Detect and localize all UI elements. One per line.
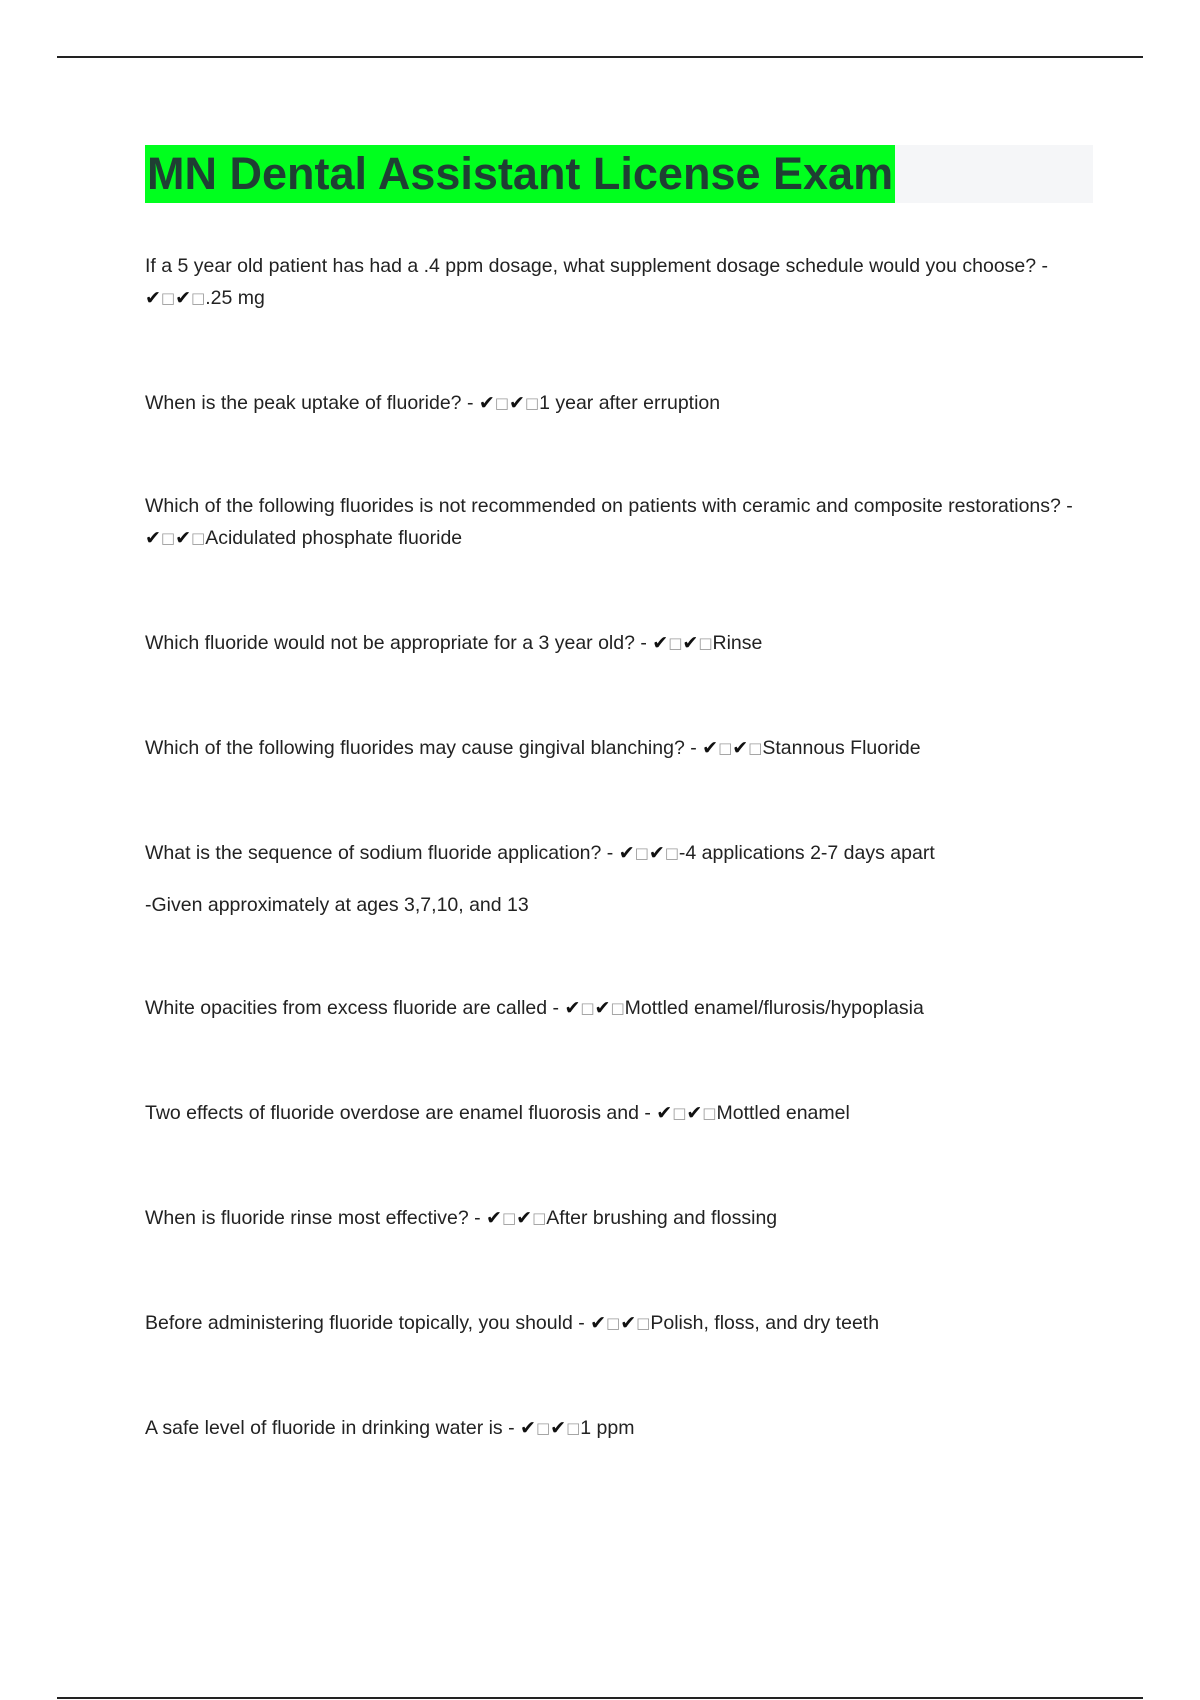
box-icon: □ (160, 289, 176, 307)
answer-text: 1 year after erruption (539, 392, 721, 414)
qa-item-1 (145, 250, 1095, 315)
question-text: What is the sequence of sodium fluoride application? - (145, 842, 614, 864)
check-icon: ✔ (564, 997, 581, 1019)
qa-item-6-extra (145, 889, 1095, 921)
box-icon: □ (634, 844, 649, 862)
check-icon: ✔ (652, 632, 669, 654)
bottom-rule (57, 1697, 1143, 1699)
qa-item-9 (145, 1202, 1095, 1235)
check-icon: ✔ (145, 287, 161, 309)
check-icon: ✔ (702, 737, 719, 759)
check-icon: ✔ (175, 527, 192, 549)
qa-item-5 (145, 732, 1095, 765)
check-icon: ✔ (478, 392, 495, 414)
check-icon: ✔ (620, 1312, 637, 1334)
page-title: MN Dental Assistant License Exam (145, 145, 895, 203)
box-icon: □ (532, 1209, 547, 1227)
question-text: Two effects of fluoride overdose are enamel fluorosis and - (145, 1102, 651, 1124)
question-text: White opacities from excess fluoride are called - (145, 997, 560, 1019)
box-icon: □ (718, 739, 733, 757)
box-icon: □ (672, 1104, 687, 1122)
answer-text: Mottled enamel/flurosis/hypoplasia (624, 997, 924, 1019)
qa-item-8 (145, 1097, 1095, 1130)
check-icon: ✔ (145, 527, 161, 549)
question-text: A safe level of fluoride in drinking water is - (145, 1417, 515, 1439)
answer-extra-text: -Given approximately at ages 3,7,10, and 13 (145, 894, 529, 916)
box-icon: □ (664, 844, 679, 862)
answer-text: Rinse (712, 632, 763, 654)
box-icon: □ (748, 739, 763, 757)
check-icon: ✔ (175, 287, 192, 309)
check-icon: ✔ (590, 1312, 607, 1334)
answer-text: Stannous Fluoride (762, 737, 921, 759)
box-icon: □ (580, 999, 595, 1017)
answer-text: After brushing and flossing (546, 1207, 778, 1229)
qa-item-7 (145, 992, 1095, 1025)
check-icon: ✔ (508, 392, 525, 414)
box-icon: □ (494, 394, 509, 412)
check-icon: ✔ (486, 1207, 502, 1229)
answer-text: -4 applications 2-7 days apart (678, 842, 935, 864)
box-icon: □ (636, 1314, 651, 1332)
check-icon: ✔ (550, 1417, 567, 1439)
box-icon: □ (191, 529, 206, 547)
box-icon: □ (610, 999, 625, 1017)
qa-item-3 (145, 490, 1095, 555)
box-icon: □ (160, 529, 176, 547)
question-text: When is the peak uptake of fluoride? - (145, 392, 474, 414)
qa-item-4 (145, 627, 1095, 660)
check-icon: ✔ (594, 997, 611, 1019)
box-icon: □ (606, 1314, 621, 1332)
answer-text: 1 ppm (580, 1417, 635, 1439)
box-icon: □ (501, 1209, 517, 1227)
answer-text: .25 mg (205, 287, 265, 309)
question-text: Which of the following fluorides may cause gingival blanching? - (145, 737, 697, 759)
box-icon: □ (191, 289, 206, 307)
check-icon: ✔ (732, 737, 749, 759)
qa-item-11 (145, 1412, 1095, 1445)
title-band (145, 145, 1093, 203)
box-icon: □ (535, 1419, 551, 1437)
box-icon: □ (702, 1104, 717, 1122)
box-icon: □ (566, 1419, 581, 1437)
question-text: Before administering fluoride topically, you should - (145, 1312, 585, 1334)
check-icon: ✔ (520, 1417, 536, 1439)
check-icon: ✔ (682, 632, 699, 654)
check-icon: ✔ (618, 842, 635, 864)
check-icon: ✔ (516, 1207, 533, 1229)
question-text: When is fluoride rinse most effective? - (145, 1207, 481, 1229)
box-icon: □ (698, 634, 713, 652)
question-text: Which fluoride would not be appropriate for a 3 year old? - (145, 632, 647, 654)
qa-item-6 (145, 837, 1095, 870)
answer-text: Polish, floss, and dry teeth (650, 1312, 880, 1334)
box-icon: □ (668, 634, 683, 652)
top-rule (57, 56, 1143, 58)
qa-item-2 (145, 387, 1095, 420)
check-icon: ✔ (648, 842, 665, 864)
qa-item-10 (145, 1307, 1095, 1340)
question-text: If a 5 year old patient has had a .4 ppm dosage, what supplement dosage schedule would you choose? - (145, 255, 1049, 277)
answer-text: Acidulated phosphate fluoride (205, 527, 463, 549)
question-text: Which of the following fluorides is not recommended on patients with ceramic and composite restorations? - (145, 495, 1073, 517)
box-icon: □ (524, 394, 540, 412)
answer-text: Mottled enamel (716, 1102, 850, 1124)
check-icon: ✔ (656, 1102, 673, 1124)
check-icon: ✔ (686, 1102, 703, 1124)
